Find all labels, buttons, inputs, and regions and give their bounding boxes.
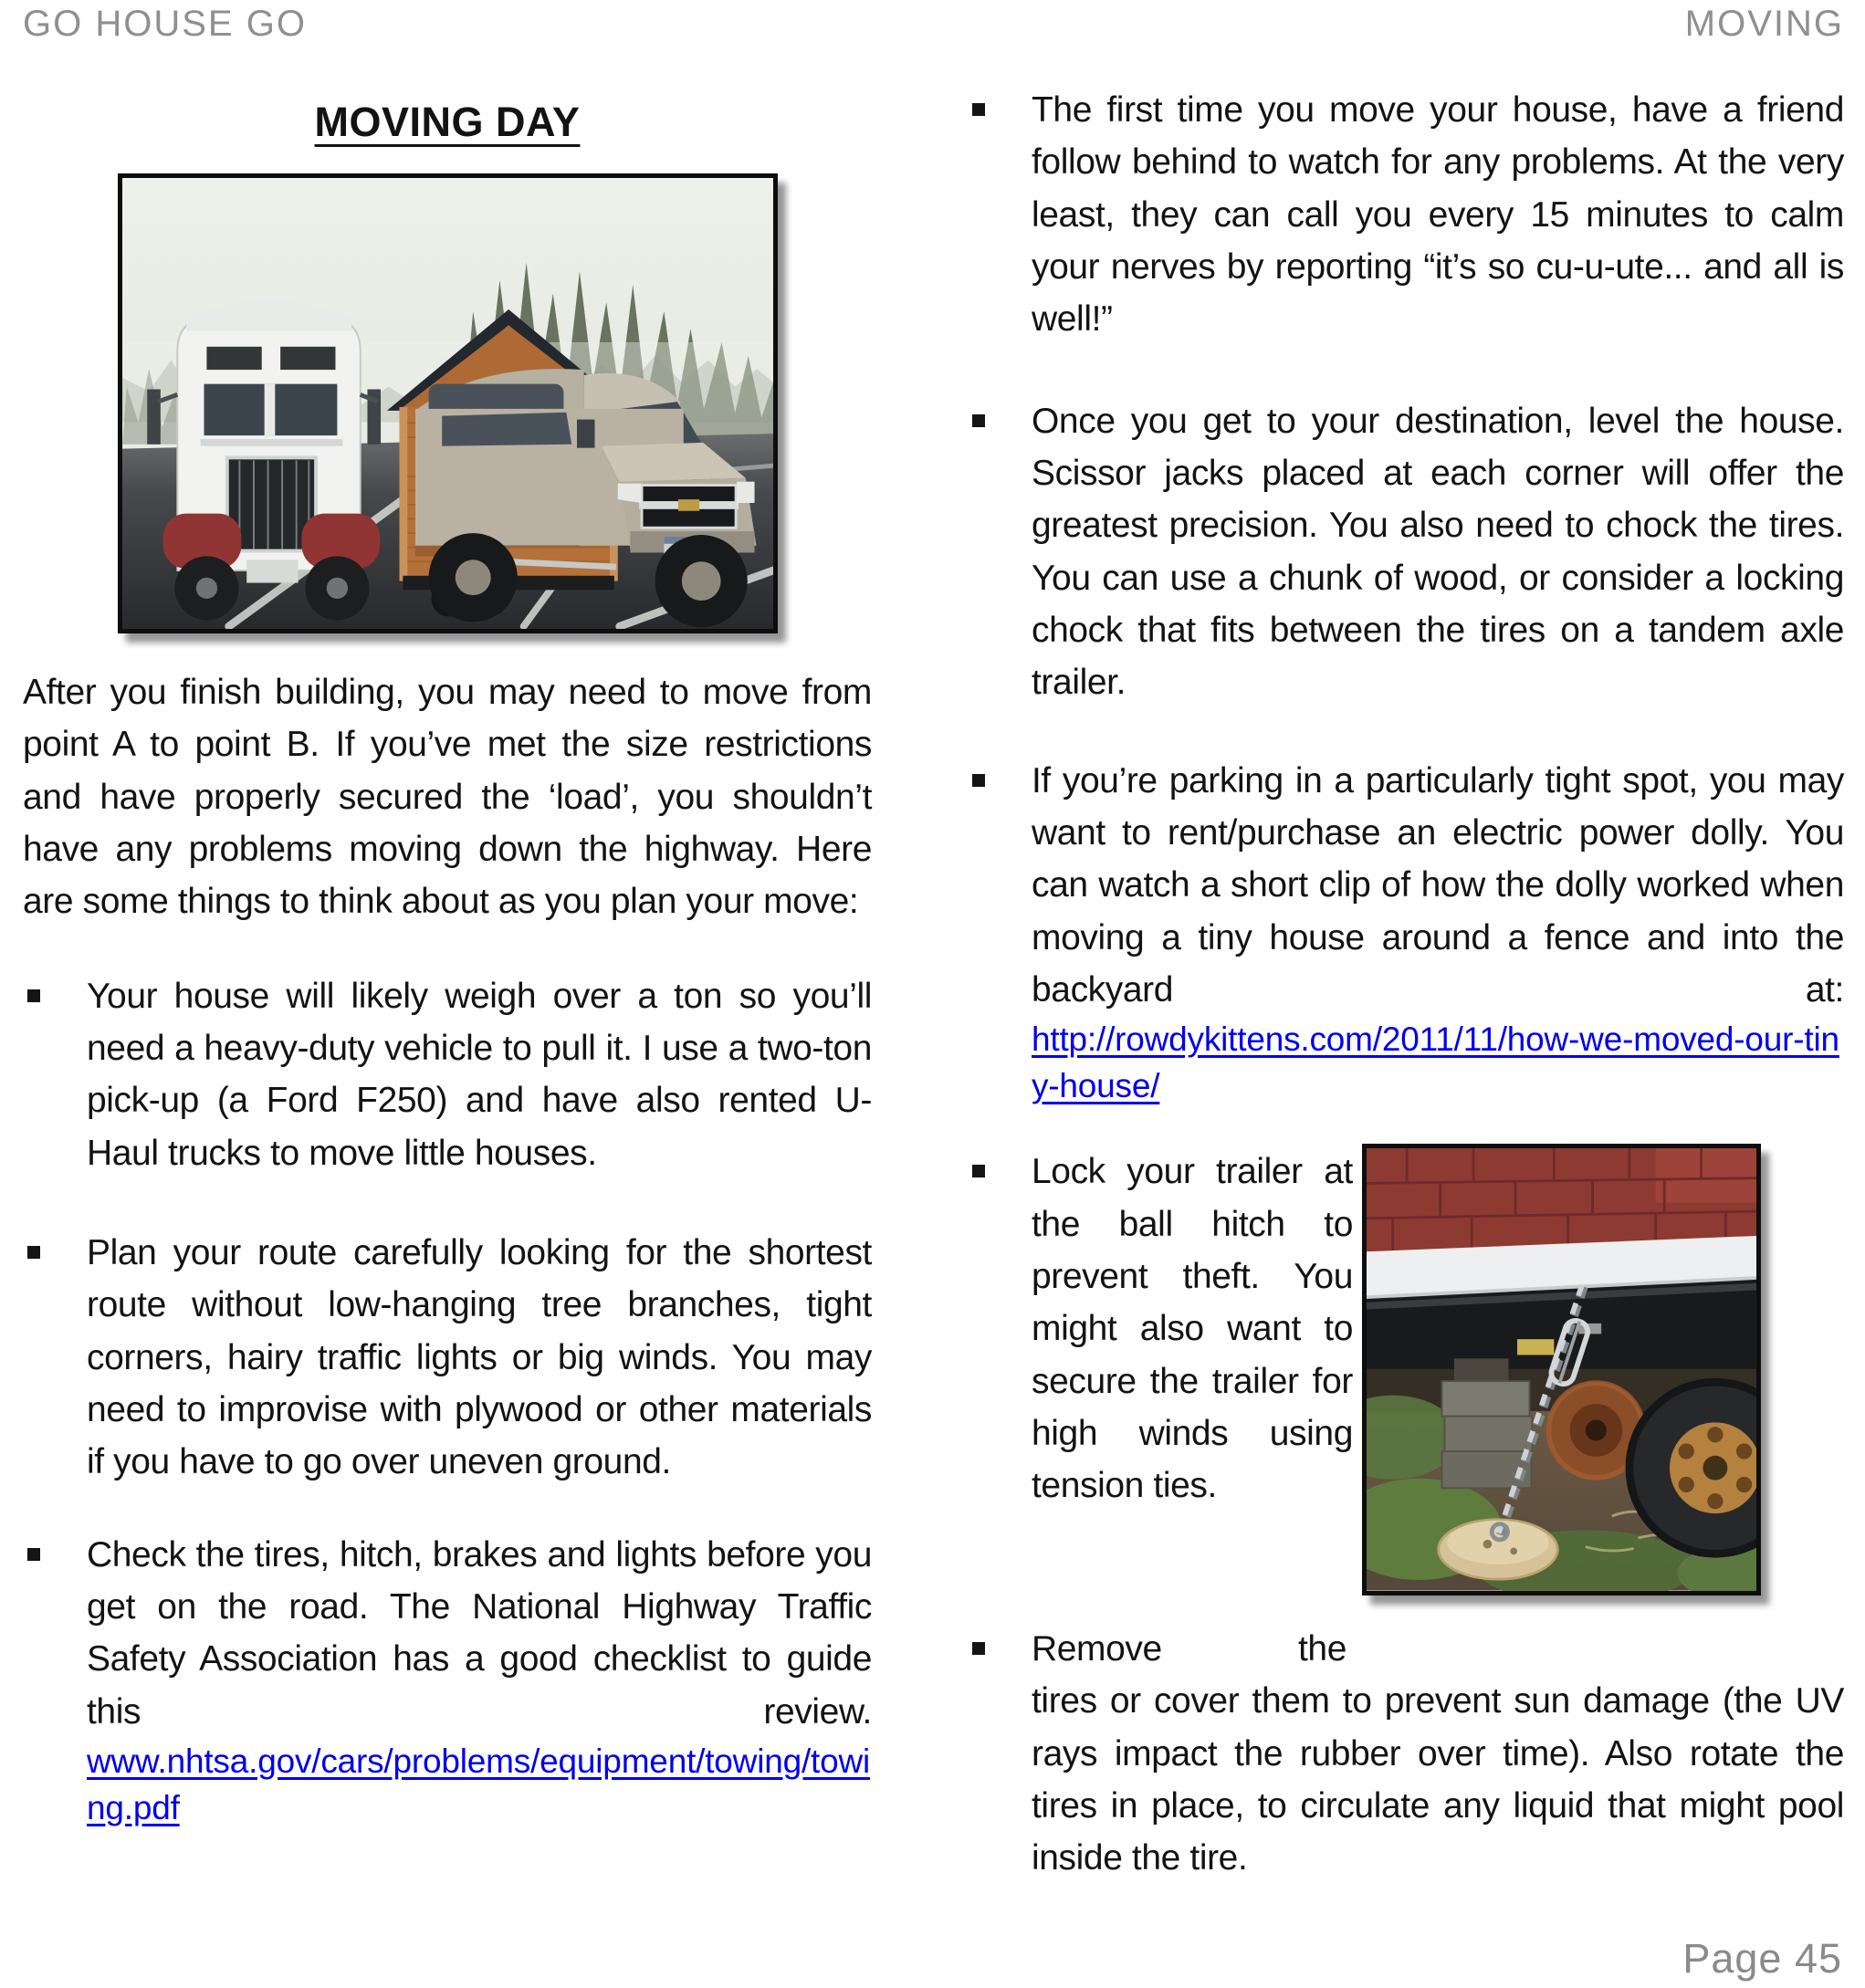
- bullet-item: [968, 84, 1844, 346]
- header-section-title: MOVING: [1684, 4, 1844, 44]
- bullet-text: Your house will likely weigh over a ton so you’ll need a heavy-duty vehicle to pull it. I use a two-ton pick-up (a Ford F250) and have also rented U-Haul trucks to move little houses.: [87, 976, 872, 1173]
- bullet-text: tires or cover them to prevent sun damage (the UV rays impact the rubber over time). Also rotate the tires in place, to circulate any liquid that might pool inside the tire.: [1032, 1681, 1844, 1878]
- nhtsa-towing-link[interactable]: www.nhtsa.gov/cars/problems/equipment/towing/towing.pdf: [87, 1742, 871, 1827]
- bullet-marker-icon: [972, 103, 985, 116]
- section-heading: MOVING DAY: [314, 99, 581, 145]
- page-number: Page 45: [1682, 1935, 1842, 1982]
- bullet-text: Check the tires, hitch, brakes and lights before you get on the road. The National Highway Traffic Safety Association has a good checklist to guide this review.: [87, 1534, 872, 1732]
- bullet-text: Once you get to your destination, level the house. Scissor jacks placed at each corner will offer the greatest precision. You also need to chock the tires. You can use a chunk of wood, or consider a locking chock that fits between the tires on a tandem axle trailer.: [1032, 401, 1844, 703]
- moving-day-photo-art: [122, 178, 773, 629]
- bullet-word: Remove: [1032, 1628, 1162, 1669]
- bullet-marker-icon: [972, 414, 985, 427]
- bullet-item: [23, 1227, 872, 1489]
- bullet-item: [968, 1146, 1844, 1596]
- right-column: [968, 66, 1844, 1885]
- bullet-text: If you’re parking in a particularly tight spot, you may want to rent/purchase an electric power dolly. You can watch a short clip of how the dolly worked when moving a tiny house around a fence and into the backyard at:: [1032, 760, 1844, 1010]
- left-column: [23, 84, 872, 1831]
- bullet-marker-icon: [27, 1548, 40, 1561]
- trailer-tiedown-photo: [1362, 1144, 1761, 1596]
- intro-paragraph: After you finish building, you may need to move from point A to point B. If you’ve met the size restrictions and have properly secured the ‘load’, you shouldn’t have any problems moving down the highway. Here are some things to think about as you plan your move:: [23, 673, 872, 922]
- bullet-word: the: [1297, 1628, 1346, 1669]
- bullet-text-first-line: [1032, 1623, 1346, 1675]
- bullet-marker-icon: [972, 1642, 985, 1655]
- bullet-item: [23, 1529, 872, 1831]
- bullet-text: The first time you move your house, have a friend follow behind to watch for any problems. At the very least, they can call you every 15 minutes to calm your nerves by reporting “it’s so cu-u-ute... and all is well!”: [1032, 90, 1844, 340]
- moving-day-photo: [118, 173, 778, 633]
- semi-truck: [147, 300, 381, 620]
- bullet-item: [23, 970, 872, 1179]
- bullet-marker-icon: [27, 1246, 40, 1259]
- bullet-item: [968, 395, 1844, 709]
- trailer-tiedown-photo-art: [1367, 1148, 1756, 1591]
- bullet-marker-icon: [972, 774, 985, 787]
- bullet-item: [968, 755, 1844, 1110]
- rowdykittens-link[interactable]: http://rowdykittens.com/2011/11/how-we-moved-our-tiny-house/: [1032, 1020, 1839, 1105]
- bullet-marker-icon: [27, 989, 40, 1002]
- bullet-text: Plan your route carefully looking for the shortest route without low-hanging tree branches, tight corners, hairy traffic lights or big winds. You may need to improvise with plywood or other materials if you have to go over uneven ground.: [87, 1233, 872, 1482]
- header-book-title: GO HOUSE GO: [23, 4, 307, 44]
- bullet-marker-icon: [972, 1165, 985, 1177]
- bullet-text: Lock your trailer at the ball hitch to prevent theft. You might also want to secure the trailer for high winds using tension ties.: [1032, 1152, 1353, 1506]
- bullet-item: [968, 1623, 1844, 1885]
